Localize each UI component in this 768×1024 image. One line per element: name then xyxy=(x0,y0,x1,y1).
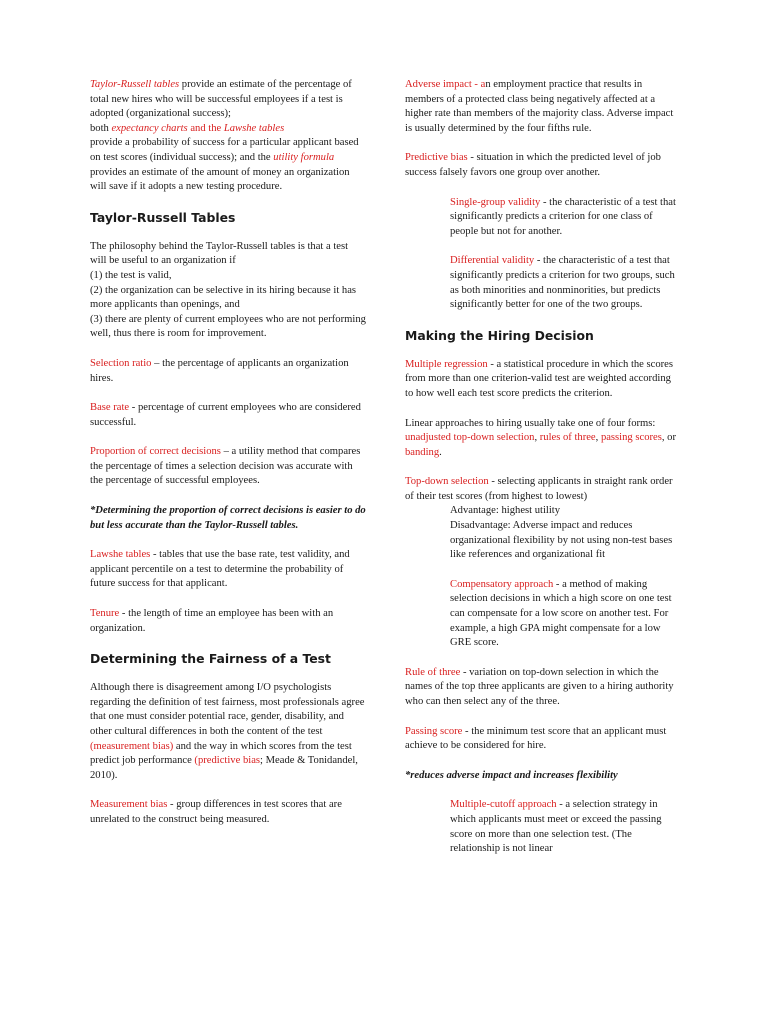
term-taylor-russell-tables: Taylor-Russell tables xyxy=(90,79,180,90)
note-proportion: *Determining the proportion of correct decisions is easier to do but less accurate than the Taylor-Russell tables. xyxy=(90,505,366,531)
term-utility-formula: utility formula xyxy=(273,151,335,163)
definition-multiple-cutoff: Multiple-cutoff approach - a selection strategy in which applicants must meet or exceed the passing score on more than one selection test. (The relationship is not linear xyxy=(450,799,662,855)
advantage-text: Advantage: highest utility xyxy=(450,505,561,517)
definition-lawshe-tables: Lawshe tables - tables that use the base rate, test validity, and applicant percentile on a test to determine the probability of future success for that applicant. xyxy=(90,549,350,590)
term-expectancy-charts: expectancy charts xyxy=(111,122,188,134)
intro-paragraph: Taylor-Russell tables provide an estimate of the percentage of total new hires who will be successful employees if a test is adopted (organizational success); both expectancy charts and the Lawshe tables provide a probability of success for a particular applicant based on test scores (individual success); and the utility formula provides an estimate of the amount of money an organization will save if it adopts a new testing procedure. xyxy=(90,79,359,193)
disadvantage-text: Disadvantage: Adverse impact and reduces organizational flexibility by not using non-test bases like references and organizational fit xyxy=(450,520,673,561)
definition-top-down-selection: Top-down selection - selecting applicants in straight rank order of their test scores (from highest to lowest) xyxy=(405,476,673,502)
fairness-paragraph: Although there is disagreement among I/O psychologists regarding the definition of test fairness, most professionals agree that one must consider potential race, gender, disability, and other cultural differences in both the content of the test (measurement bias) and the way in which scores from the test predict job performance (predictive bias; Meade & Tonidandel, 2010). xyxy=(90,682,365,781)
definition-adverse-impact: Adverse impact - an employment practice that results in members of a protected class being negatively affected at a higher rate than members of the majority class. Adverse impact is usually determined by the four fifths rule. xyxy=(405,79,674,134)
right-column xyxy=(405,78,677,872)
definition-tenure: Tenure - the length of time an employee has been with an organization. xyxy=(90,608,334,634)
definition-proportion-correct: Proportion of correct decisions – a utility method that compares the percentage of times a selection decision was accurate with the percentage of successful employees. xyxy=(90,446,361,487)
definition-compensatory-approach: Compensatory approach - a method of making selection decisions in which a high score on one test can compensate for a low score on another test. For example, a high GPA might compensate for a low GRE score. xyxy=(450,578,672,649)
left-column xyxy=(90,78,366,843)
definition-multiple-regression: Multiple regression - a statistical procedure in which the scores from more than one criterion-valid test are weighted according to how well each test score predicts the criterion. xyxy=(405,358,674,399)
note-adverse-impact: *reduces adverse impact and increases flexibility xyxy=(405,769,618,781)
definition-single-group-validity: Single-group validity - the characteristic of a test that significantly predicts a criterion for one class of people but not for another. xyxy=(450,196,676,237)
heading-fairness: Determining the Fairness of a Test xyxy=(90,651,331,667)
heading-taylor-russell: Taylor-Russell Tables xyxy=(90,209,236,225)
linear-approaches-paragraph: Linear approaches to hiring usually take one of four forms: unadjusted top-down selection, rules of three, passing scores, or banding. xyxy=(405,417,676,458)
definition-predictive-bias: Predictive bias - situation in which the predicted level of job success falsely favors one group over another. xyxy=(405,152,661,178)
definition-measurement-bias: Measurement bias - group differences in test scores that are unrelated to the construct being measured. xyxy=(90,799,342,825)
heading-hiring-decision: Making the Hiring Decision xyxy=(405,327,594,343)
definition-passing-score: Passing score - the minimum test score that an applicant must achieve to be considered for hire. xyxy=(405,725,667,752)
definition-base-rate: Base rate - percentage of current employees who are considered successful. xyxy=(90,402,361,428)
definition-differential-validity: Differential validity - the characteristic of a test that significantly predicts a criterion for two groups, such as both minorities and nonminorities, but predicts significantly better for one of the two groups. xyxy=(450,255,675,311)
term-lawshe-tables: Lawshe tables xyxy=(223,122,285,134)
philosophy-paragraph: The philosophy behind the Taylor-Russell tables is that a test will be useful to an organization if (1) the test is valid, (2) the organization can be selective in its hiring because it has more applicants than openings, and (3) there are plenty of current employees who are not performing well, thus there is room for improvement. xyxy=(90,240,366,340)
definition-rule-of-three: Rule of three - variation on top-down selection in which the names of the top three applicants are given to a hiring authority who can then select any of the three. xyxy=(405,666,674,707)
definition-selection-ratio: Selection ratio – the percentage of applicants an organization hires. xyxy=(90,357,349,384)
